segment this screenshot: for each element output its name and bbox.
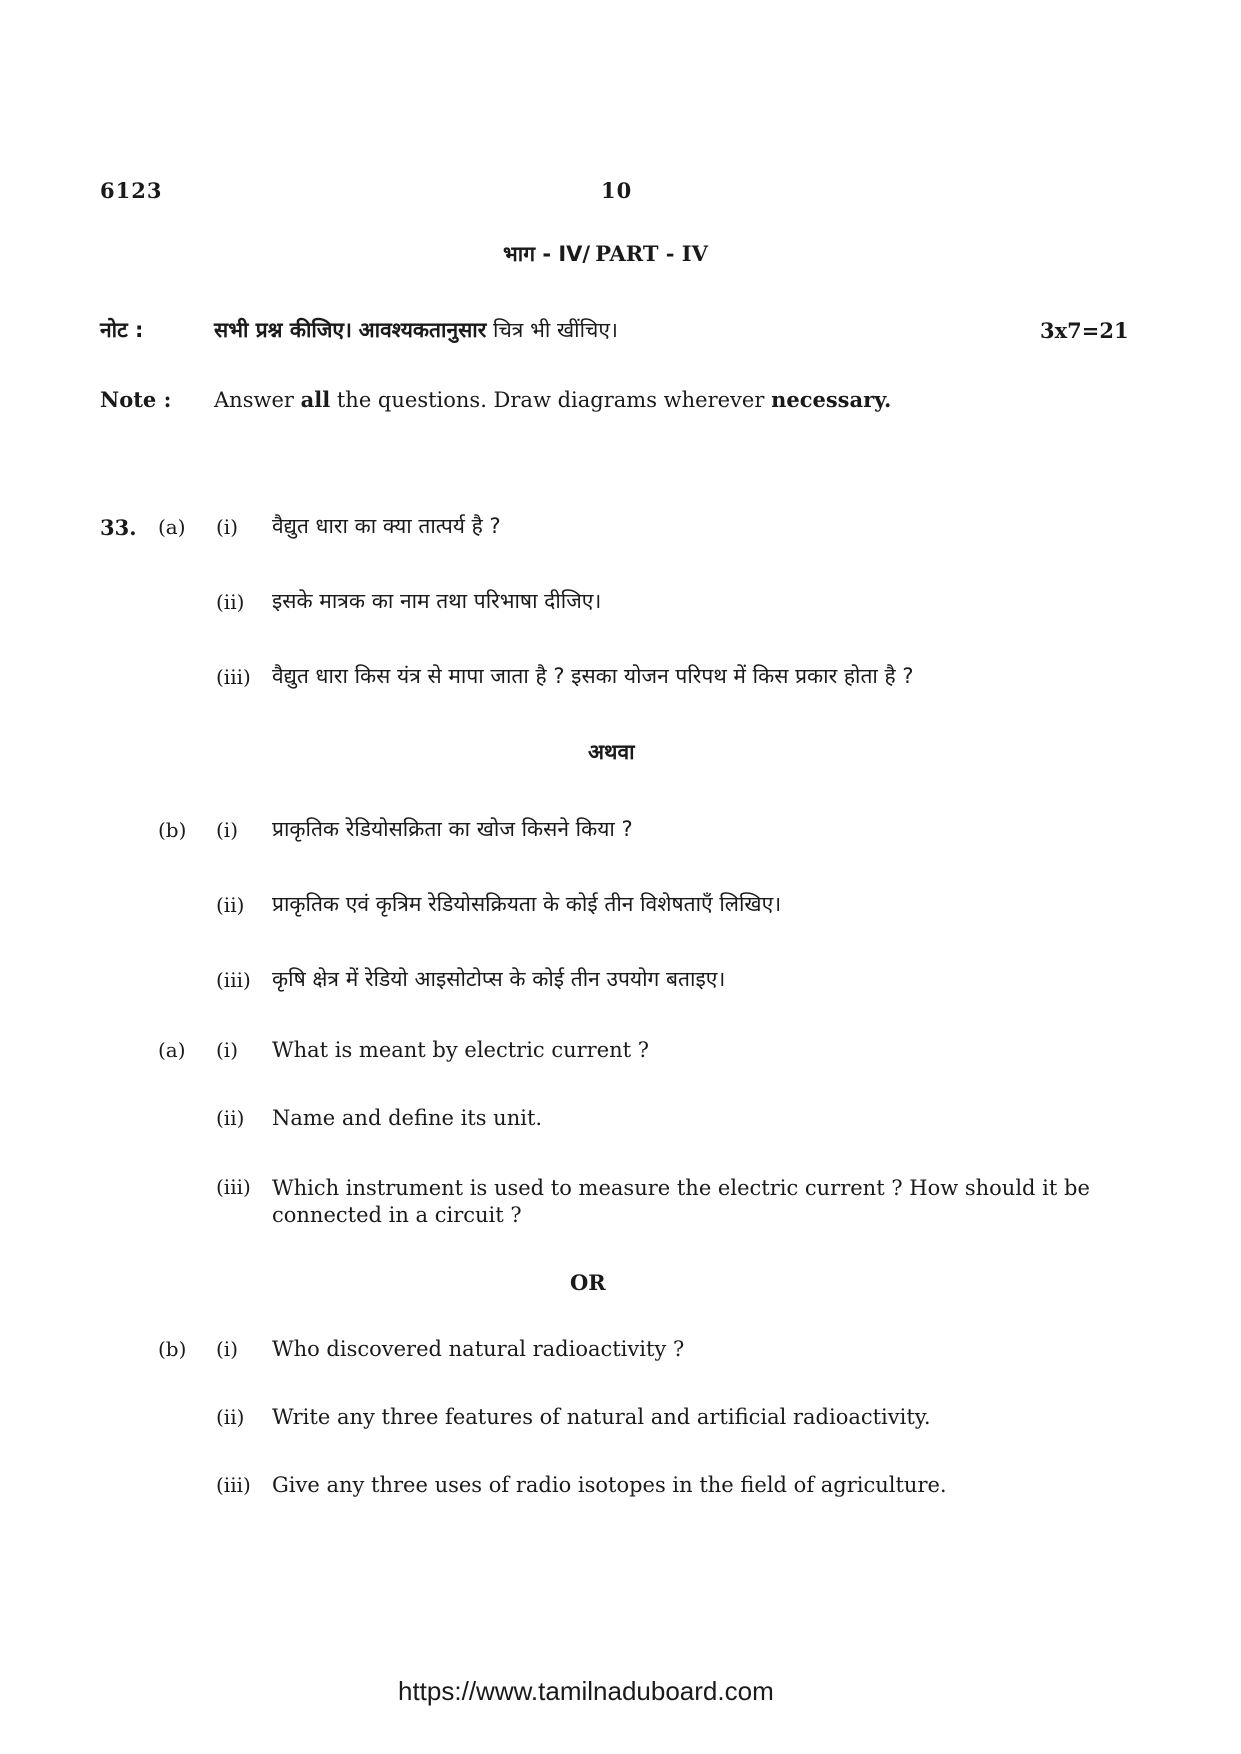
- english-a-label: (a): [158, 1038, 186, 1062]
- hindi-a-i-label: (i): [216, 515, 239, 539]
- note-english-b: all: [300, 387, 331, 412]
- marks: 3x7=21: [1040, 318, 1129, 343]
- english-b-iii-text: Give any three uses of radio isotopes in the field of agriculture.: [272, 1473, 947, 1497]
- hindi-b-i-label: (i): [216, 818, 239, 842]
- english-b-i-label: (i): [216, 1337, 239, 1361]
- english-a-ii-text: Name and define its unit.: [272, 1106, 543, 1130]
- note-english-text: [214, 387, 891, 412]
- hindi-b-ii-text: प्राकृतिक एवं कृत्रिम रेडियोसक्रियता के कोई तीन विशेषताएँ लिखिए।: [272, 892, 782, 916]
- or-english: OR: [570, 1270, 606, 1295]
- english-b-ii-label: (ii): [216, 1405, 245, 1429]
- note-hindi-part2: आवश्यकतानुसार: [358, 318, 487, 342]
- note-hindi-part3: चित्र भी खींचिए।: [493, 318, 618, 342]
- hindi-b-iii-text: कृषि क्षेत्र में रेडियो आइसोटोप्स के कोई तीन उपयोग बताइए।: [272, 967, 726, 991]
- or-hindi: अथवा: [588, 740, 635, 764]
- note-english-label: Note :: [100, 387, 172, 412]
- hindi-a-iii-text: वैद्युत धारा किस यंत्र से मापा जाता है ? इसका योजन परिपथ में किस प्रकार होता है ?: [272, 664, 914, 688]
- english-a-ii-label: (ii): [216, 1106, 245, 1130]
- paper-code: 6123: [100, 178, 163, 203]
- note-hindi-part1: सभी प्रश्न कीजिए।: [214, 318, 352, 342]
- english-b-label: (b): [158, 1337, 187, 1361]
- section-title-hindi: भाग - IV/: [503, 242, 591, 266]
- hindi-a-ii-label: (ii): [216, 590, 245, 614]
- page-number: 10: [601, 178, 633, 203]
- hindi-a-ii-text: इसके मात्रक का नाम तथा परिभाषा दीजिए।: [272, 589, 602, 613]
- english-a-i-label: (i): [216, 1038, 239, 1062]
- english-a-iii-label: (iii): [216, 1175, 251, 1199]
- hindi-a-label: (a): [158, 515, 186, 539]
- question-number: 33.: [100, 515, 137, 540]
- hindi-b-iii-label: (iii): [216, 968, 251, 992]
- note-english-c: the questions. Draw diagrams wherever: [336, 388, 765, 412]
- hindi-b-label: (b): [158, 818, 187, 842]
- note-english-d: necessary.: [771, 387, 892, 412]
- english-b-ii-text: Write any three features of natural and artificial radioactivity.: [272, 1405, 931, 1429]
- hindi-b-i-text: प्राकृतिक रेडियोसक्रिता का खोज किसने किया ?: [272, 817, 633, 841]
- hindi-a-i-text: वैद्युत धारा का क्या तात्पर्य है ?: [272, 514, 501, 538]
- footer-url[interactable]: https://www.tamilnaduboard.com: [398, 1676, 774, 1706]
- note-english-a: Answer: [214, 388, 294, 412]
- note-hindi-label: नोट :: [100, 318, 144, 342]
- english-a-i-text: What is meant by electric current ?: [272, 1038, 650, 1062]
- hindi-b-ii-label: (ii): [216, 893, 245, 917]
- section-title: [503, 240, 708, 268]
- english-b-i-text: Who discovered natural radioactivity ?: [272, 1337, 685, 1361]
- english-a-iii-text: Which instrument is used to measure the electric current ? How should it be connected in a circuit ?: [272, 1176, 1090, 1227]
- hindi-a-iii-label: (iii): [216, 665, 251, 689]
- note-hindi-text: [214, 316, 618, 344]
- section-title-english: PART - IV: [595, 241, 708, 266]
- english-b-iii-label: (iii): [216, 1473, 251, 1497]
